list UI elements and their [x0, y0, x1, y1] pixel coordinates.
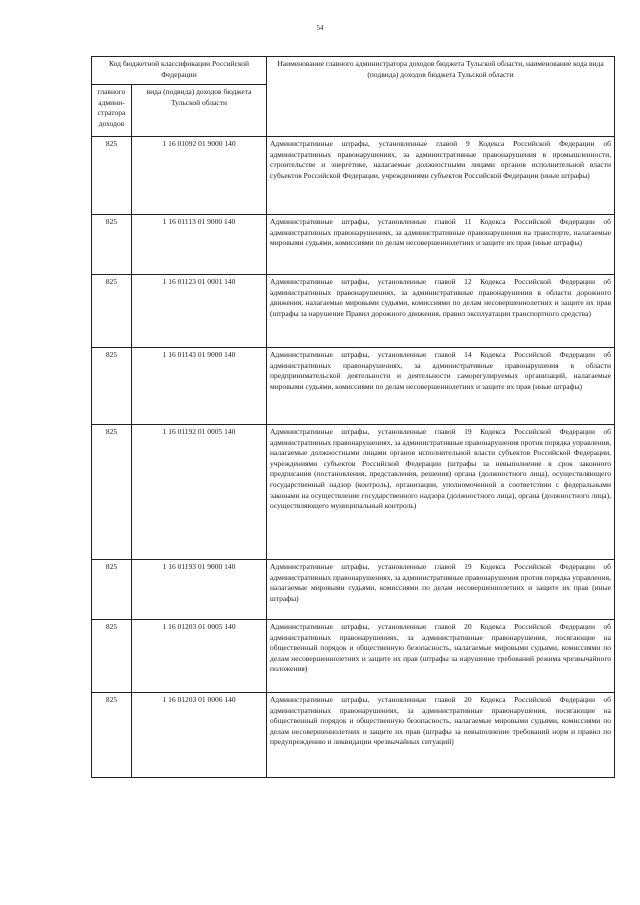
admin-code-cell: 825 — [92, 215, 132, 275]
budget-classification-table — [91, 56, 615, 778]
header-revenue-kind: вида (подвида) доходов бюджета Тульской области — [132, 85, 267, 137]
revenue-code-cell: 1 16 01203 01 0005 140 — [132, 620, 267, 693]
table-row — [92, 693, 615, 778]
description-cell: Административные штрафы, установленные главой 19 Кодекса Российской Федерации об административных правонарушениях, за административные правонарушения против порядка управления, налагаемые мировыми судьями, комиссиями по делам несовершеннолетних и защите их прав (иные штрафы) — [267, 560, 615, 620]
table-row — [92, 275, 615, 348]
revenue-code-cell: 1 16 01193 01 9000 140 — [132, 560, 267, 620]
table-row — [92, 425, 615, 560]
admin-code-cell: 825 — [92, 275, 132, 348]
table-row — [92, 137, 615, 215]
revenue-code-cell: 1 16 01092 01 9000 140 — [132, 137, 267, 215]
header-admin-code: главного админи-стратора доходов — [92, 85, 132, 137]
table-row — [92, 348, 615, 425]
description-cell: Административные штрафы, установленные главой 20 Кодекса Российской Федерации об административных правонарушениях, за административные правонарушения, посягающие на общественный порядок и общественную безопасность, налагаемые мировыми судьями, комиссиями по делам несовершеннолетних и защите их прав (штрафы за нарушение требований режима чрезвычайного положения) — [267, 620, 615, 693]
revenue-code-cell: 1 16 01123 01 0001 140 — [132, 275, 267, 348]
description-cell: Административные штрафы, установленные главой 11 Кодекса Российской Федерации об административных правонарушениях, за административные правонарушения на транспорте, налагаемые мировыми судьями, комиссиями по делам несовершеннолетних и защите их прав (иные штрафы) — [267, 215, 615, 275]
admin-code-cell: 825 — [92, 348, 132, 425]
page-number: 54 — [316, 24, 324, 32]
admin-code-cell: 825 — [92, 620, 132, 693]
admin-code-cell: 825 — [92, 693, 132, 778]
description-cell: Административные штрафы, установленные главой 9 Кодекса Российской Федерации об административных правонарушениях, за административные правонарушения в промышленности, строительстве и энергетике, налагаемые должностными лицами органов исполнительной власти субъектов Российской Федерации, учреждениями субъектов Российской Федерации (иные штрафы) — [267, 137, 615, 215]
revenue-code-cell: 1 16 01192 01 0005 140 — [132, 425, 267, 560]
revenue-code-cell: 1 16 01143 01 9000 140 — [132, 348, 267, 425]
revenue-code-cell: 1 16 01113 01 9000 140 — [132, 215, 267, 275]
header-admin-name: Наименование главного администратора доходов бюджета Тульской области, наименование кода вида (подвида) доходов бюджета Тульской области — [267, 57, 615, 137]
revenue-code-cell: 1 16 01203 01 0006 140 — [132, 693, 267, 778]
description-cell: Административные штрафы, установленные главой 20 Кодекса Российской Федерации об административных правонарушениях, за административные правонарушения, посягающие на общественный порядок и общественную безопасность, налагаемые мировыми судьями, комиссиями по делам несовершеннолетних и защите их прав (штрафы за невыполнение требований норм и правил по предупреждению и ликвидации чрезвычайных ситуаций) — [267, 693, 615, 778]
admin-code-cell: 825 — [92, 560, 132, 620]
table-row — [92, 560, 615, 620]
description-cell: Административные штрафы, установленные главой 19 Кодекса Российской Федерации об административных правонарушениях, за административные правонарушения против порядка управления, налагаемые должностными лицами органов исполнительной власти субъектов Российской Федерации, учреждениями субъектов Российской Федерации (штрафы за невыполнение в срок законного предписания (постановления, представления, решения) органа (должностного лица), осуществляющего государственный надзор (контроль), организации, уполномоченной в соответствии с федеральными законами на осуществление государственного надзора (должностного лица), органа (должностного лица), осуществляющего муниципальный контроль) — [267, 425, 615, 560]
admin-code-cell: 825 — [92, 137, 132, 215]
table-row — [92, 620, 615, 693]
description-cell: Административные штрафы, установленные главой 12 Кодекса Российской Федерации об административных правонарушениях, за административные правонарушения в области дорожного движения, налагаемые мировыми судьями, комиссиями по делам несовершеннолетних и защите их прав (штрафы за нарушение Правил дорожного движения, правил эксплуатации транспортного средства) — [267, 275, 615, 348]
header-budget-code: Код бюджетной классификации Российской Федерации — [92, 57, 267, 85]
description-cell: Административные штрафы, установленные главой 14 Кодекса Российской Федерации об административных правонарушениях, за административные правонарушения в области предпринимательской деятельности и деятельности саморегулируемых организаций, налагаемые мировыми судьями, комиссиями по делам несовершеннолетних и защите их прав (иные штрафы) — [267, 348, 615, 425]
table-row — [92, 215, 615, 275]
admin-code-cell: 825 — [92, 425, 132, 560]
